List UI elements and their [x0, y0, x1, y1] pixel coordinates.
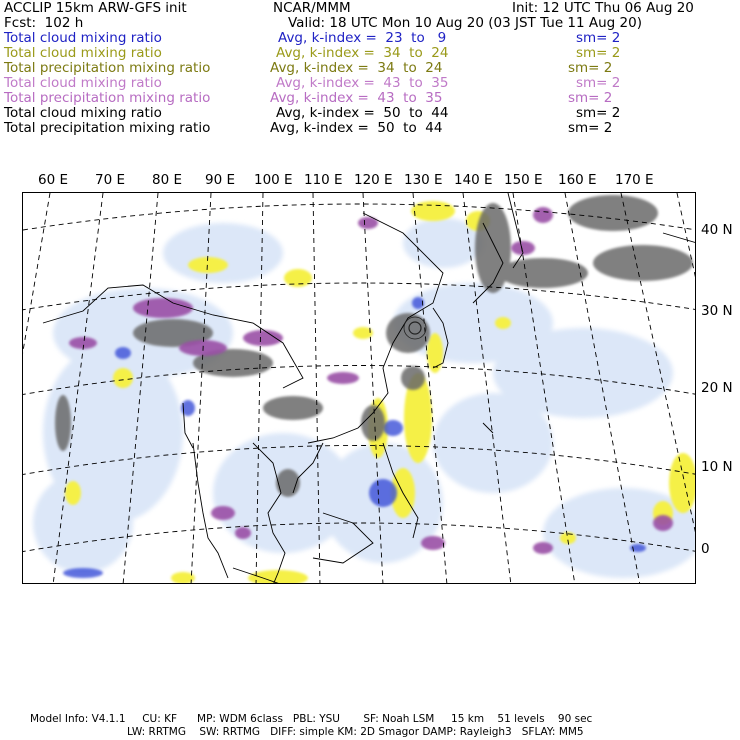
legend-field: Total cloud mixing ratio — [4, 105, 162, 121]
lon-label: 150 E — [504, 172, 543, 188]
model-info-line-2: LW: RRTMG SW: RRTMG DIFF: simple KM: 2D Smagor DAMP: Rayleigh3 SFLAY: MM5 — [127, 726, 584, 738]
legend-avg: Avg, k-index = 43 to 35 — [270, 90, 443, 106]
legend-avg: Avg, k-index = 50 to 44 — [270, 120, 443, 136]
lon-label: 120 E — [354, 172, 393, 188]
lat-label: 10 N — [701, 459, 733, 475]
legend-field: Total cloud mixing ratio — [4, 45, 162, 61]
lon-label: 110 E — [304, 172, 343, 188]
lat-label: 0 — [701, 541, 710, 557]
valid-time: Valid: 18 UTC Mon 10 Aug 20 (03 JST Tue 11 Aug 20) — [288, 15, 642, 31]
lon-label: 60 E — [38, 172, 68, 188]
lon-label: 170 E — [615, 172, 654, 188]
lon-label: 80 E — [152, 172, 182, 188]
legend-avg: Avg, k-index = 34 to 24 — [276, 45, 449, 61]
legend-sm: sm= 2 — [576, 75, 621, 91]
legend-avg: Avg, k-index = 34 to 24 — [270, 60, 443, 76]
legend-sm: sm= 2 — [568, 90, 613, 106]
legend-avg: Avg, k-index = 43 to 35 — [276, 75, 449, 91]
lon-label: 100 E — [254, 172, 293, 188]
lon-label: 160 E — [558, 172, 597, 188]
organization-label: NCAR/MMM — [273, 0, 351, 16]
legend-sm: sm= 2 — [568, 120, 613, 136]
forecast-map — [22, 192, 696, 584]
legend-field: Total precipitation mixing ratio — [4, 60, 211, 76]
legend-field: Total precipitation mixing ratio — [4, 120, 211, 136]
map-canvas — [23, 193, 696, 584]
lon-label: 130 E — [404, 172, 443, 188]
legend-field: Total precipitation mixing ratio — [4, 90, 211, 106]
init-time: Init: 12 UTC Thu 06 Aug 20 — [512, 0, 694, 16]
legend-field: Total cloud mixing ratio — [4, 30, 162, 46]
model-info-line-1: Model Info: V4.1.1 CU: KF MP: WDM 6class PBL: YSU SF: Noah LSM 15 km 51 levels 90 sec — [30, 713, 593, 725]
lon-label: 70 E — [95, 172, 125, 188]
lon-label: 140 E — [454, 172, 493, 188]
legend-field: Total cloud mixing ratio — [4, 75, 162, 91]
lat-label: 40 N — [701, 222, 733, 238]
lon-label: 90 E — [205, 172, 235, 188]
product-title: ACCLIP 15km ARW-GFS init — [4, 0, 187, 16]
legend-sm: sm= 2 — [576, 30, 621, 46]
lat-label: 20 N — [701, 380, 733, 396]
forecast-hour: Fcst: 102 h — [4, 15, 84, 31]
legend-avg: Avg, k-index = 23 to 9 — [278, 30, 447, 46]
legend-sm: sm= 2 — [568, 60, 613, 76]
legend-avg: Avg, k-index = 50 to 44 — [276, 105, 449, 121]
legend-sm: sm= 2 — [576, 105, 621, 121]
legend-sm: sm= 2 — [576, 45, 621, 61]
low-cloud-shading — [33, 218, 696, 578]
lat-label: 30 N — [701, 303, 733, 319]
